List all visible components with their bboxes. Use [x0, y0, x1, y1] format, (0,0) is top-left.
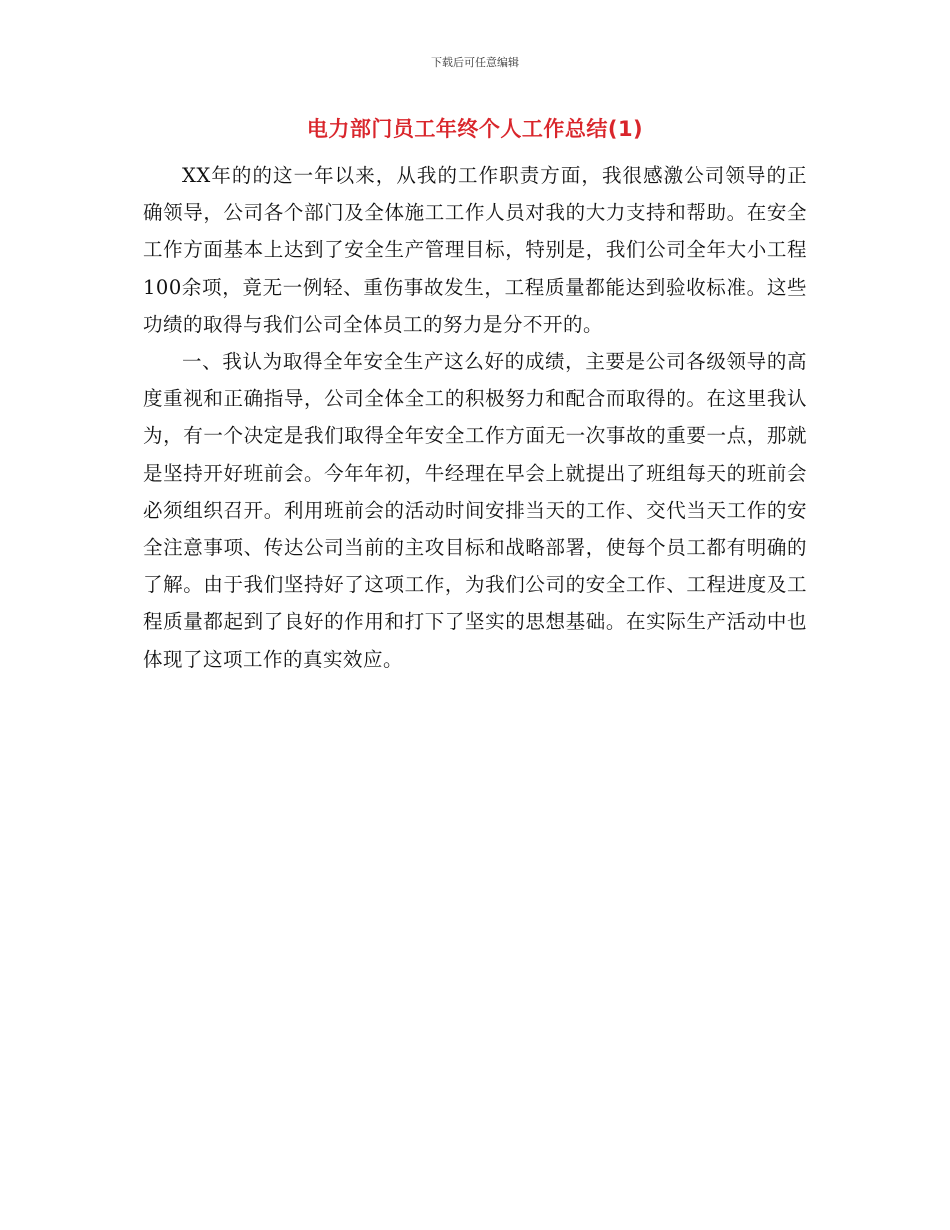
body-paragraph: 一、我认为取得全年安全生产这么好的成绩，主要是公司各级领导的高度重视和正确指导，公司全体全工的积极努力和配合而取得的。在这里我认为，有一个决定是我们取得全年安全工作方面无一次事故的重要一点，那就是坚持开好班前会。今年年初，牛经理在早会上就提出了班组每天的班前会必须组织召开。利用班前会的活动时间安排当天的工作、交代当天工作的安全注意事项、传达公司当前的主攻目标和战略部署，使每个员工都有明确的了解。由于我们坚持好了这项工作，为我们公司的安全工作、工程进度及工程质量都起到了良好的作用和打下了坚实的思想基础。在实际生产活动中也体现了这项工作的真实效应。: [143, 350, 807, 671]
document-title: 电力部门员工年终个人工作总结(1): [306, 117, 644, 141]
body-paragraph: XX年的的这一年以来，从我的工作职责方面，我很感激公司领导的正确领导，公司各个部门及全体施工工作人员对我的大力支持和帮助。在安全工作方面基本上达到了安全生产管理目标，特别是，我们公司全年大小工程100余项，竟无一例轻、重伤事故发生，工程质量都能达到验收标准。这些功绩的取得与我们公司全体员工的努力是分不开的。: [143, 164, 807, 336]
document-body: [143, 157, 807, 678]
page-header: 下载后可任意编辑: [431, 56, 519, 69]
